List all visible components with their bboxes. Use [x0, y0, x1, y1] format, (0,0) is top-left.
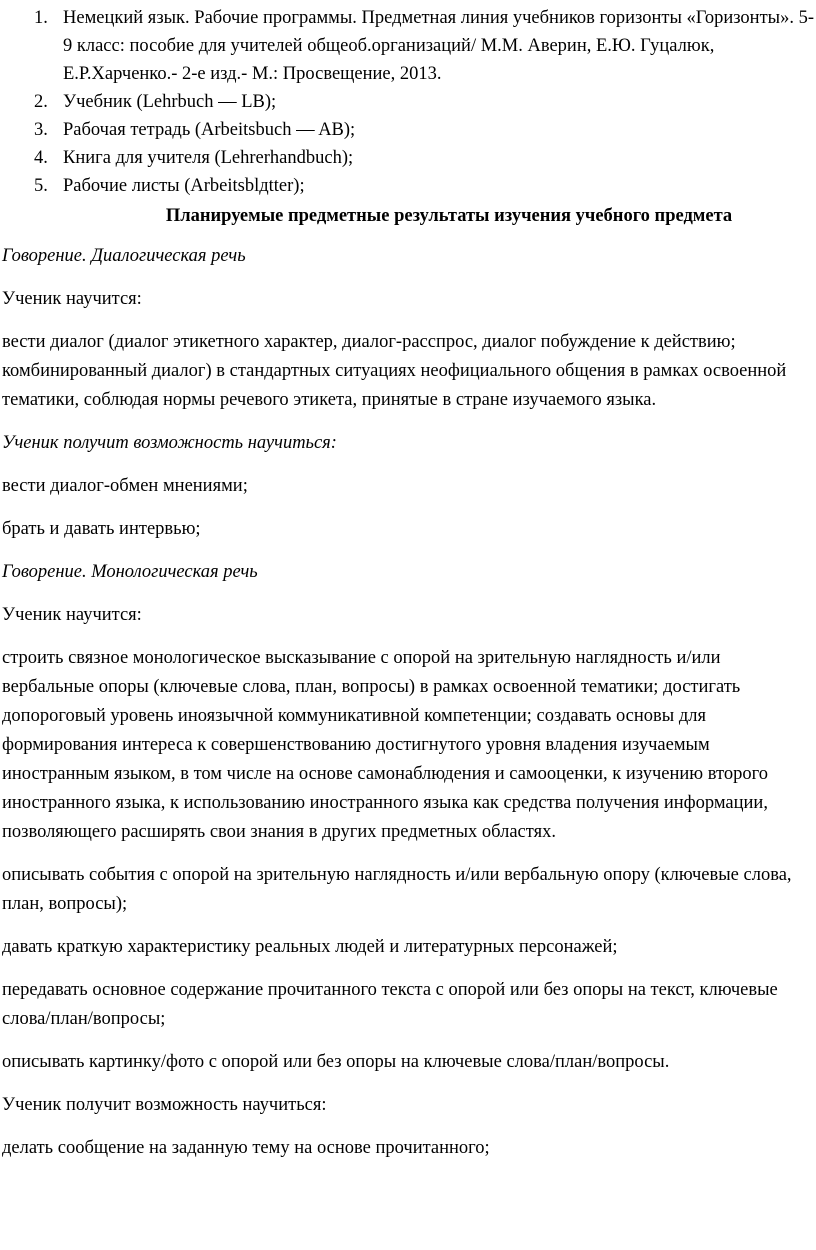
subsection-title: Говорение. Монологическая речь	[2, 562, 258, 582]
paragraph: строить связное монологическое высказывание с опорой на зрительную наглядность и/или вербальные опоры (ключевые слова, план, вопросы) в рамках освоенной тематики; достигать допороговый уровень иноязычной коммуникативной компетенции; создавать основы для формирования интереса к совершенствованию достигнутого уровня владения изучаемым иностранным языком, в том числе на основе самонаблюдения и самооценки, к изучению второго иностранного языка, к использованию иностранного языка как средства получения информации, позволяющего расширять свои знания в других предметных областях.	[2, 648, 768, 842]
list-number: 5.	[34, 176, 48, 196]
materials-list	[2, 4, 816, 200]
list-item-text: Рабочая тетрадь (Arbeitsbuch — AB);	[63, 120, 356, 140]
paragraph: давать краткую характеристику реальных людей и литературных персонажей;	[2, 937, 618, 957]
section-heading: Планируемые предметные результаты изучения учебного предмета	[165, 206, 733, 226]
list-number: 3.	[34, 120, 48, 140]
list-item	[2, 88, 816, 116]
list-item	[2, 4, 816, 88]
paragraph: Ученик получит возможность научиться:	[2, 1095, 327, 1115]
list-item-text: Учебник (Lehrbuch — LB);	[63, 92, 277, 112]
paragraph: делать сообщение на заданную тему на основе прочитанного;	[2, 1138, 490, 1158]
list-number: 4.	[34, 148, 48, 168]
paragraph: брать и давать интервью;	[2, 519, 201, 539]
list-item	[2, 144, 816, 172]
list-item	[2, 172, 816, 200]
list-item-text: Книга для учителя (Lehrerhandbuch);	[63, 148, 354, 168]
list-number: 1.	[34, 8, 48, 28]
list-number: 2.	[34, 92, 48, 112]
paragraph: вести диалог (диалог этикетного характер, диалог-расспрос, диалог побуждение к действию; комбинированный диалог) в стандартных ситуациях неофициального общения в рамках освоенной тематики, соблюдая нормы речевого этикета, принятые в стране изучаемого языка.	[2, 332, 787, 410]
paragraph: описывать события с опорой на зрительную наглядность и/или вербальную опору (ключевые слова, план, вопросы);	[2, 865, 792, 914]
list-item-text: Рабочие листы (Arbeitsblдtter);	[63, 176, 305, 196]
list-item	[2, 116, 816, 144]
paragraph: вести диалог-обмен мнениями;	[2, 476, 248, 496]
paragraph: описывать картинку/фото с опорой или без опоры на ключевые слова/план/вопросы.	[2, 1052, 670, 1072]
paragraph: передавать основное содержание прочитанного текста с опорой или без опоры на текст, ключевые слова/план/вопросы;	[2, 980, 778, 1029]
paragraph: Ученик научится:	[2, 605, 142, 625]
paragraph: Ученик получит возможность научиться:	[2, 433, 337, 453]
list-item-text: Немецкий язык. Рабочие программы. Предметная линия учебников горизонты «Горизонты». 5-9 класс: пособие для учителей общеоб.организаций/ М.М. Аверин, Е.Ю. Гуцалюк, Е.Р.Харченко.- 2-е изд.- М.: Просвещение, 2013.	[63, 8, 815, 84]
paragraph: Ученик научится:	[2, 289, 142, 309]
subsection-title: Говорение. Диалогическая речь	[2, 246, 246, 266]
